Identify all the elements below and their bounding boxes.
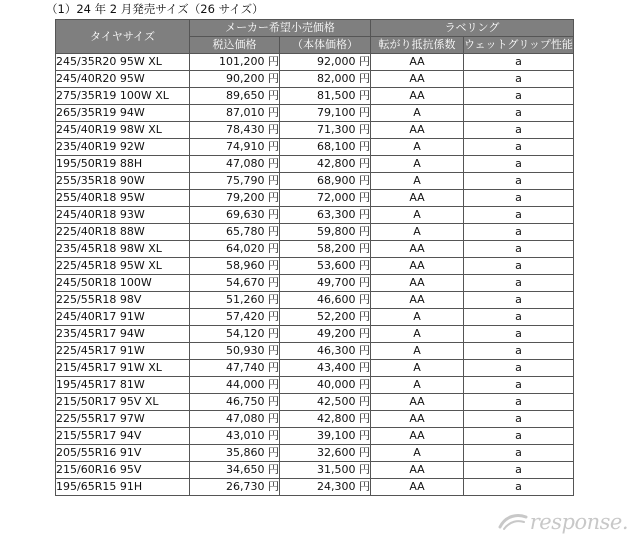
wet-grip-cell: a xyxy=(464,360,574,377)
rolling-resistance-cell: A xyxy=(371,377,464,394)
tire-size-cell: 235/45R17 94W xyxy=(56,326,190,343)
price-excl-tax-cell: 31,500 円 xyxy=(280,462,371,479)
price-incl-tax-cell: 79,200 円 xyxy=(190,190,280,207)
header-price-incl-tax: 税込価格 xyxy=(190,37,280,54)
wet-grip-cell: a xyxy=(464,207,574,224)
price-excl-tax-cell: 68,900 円 xyxy=(280,173,371,190)
wet-grip-cell: a xyxy=(464,428,574,445)
price-excl-tax-cell: 24,300 円 xyxy=(280,479,371,496)
wet-grip-cell: a xyxy=(464,343,574,360)
price-incl-tax-cell: 46,750 円 xyxy=(190,394,280,411)
wet-grip-cell: a xyxy=(464,173,574,190)
rolling-resistance-cell: AA xyxy=(371,88,464,105)
price-incl-tax-cell: 87,010 円 xyxy=(190,105,280,122)
rolling-resistance-cell: A xyxy=(371,360,464,377)
rolling-resistance-cell: A xyxy=(371,207,464,224)
wet-grip-cell: a xyxy=(464,377,574,394)
rolling-resistance-cell: A xyxy=(371,156,464,173)
rolling-resistance-cell: A xyxy=(371,224,464,241)
tire-size-cell: 195/45R17 81W xyxy=(56,377,190,394)
tire-size-cell: 215/50R17 95V XL xyxy=(56,394,190,411)
price-excl-tax-cell: 40,000 円 xyxy=(280,377,371,394)
table-row xyxy=(56,377,574,394)
price-excl-tax-cell: 59,800 円 xyxy=(280,224,371,241)
header-wet-grip: ウェットグリップ性能 xyxy=(464,37,574,54)
tire-size-cell: 245/40R17 91W xyxy=(56,309,190,326)
price-excl-tax-cell: 43,400 円 xyxy=(280,360,371,377)
rolling-resistance-cell: A xyxy=(371,343,464,360)
wet-grip-cell: a xyxy=(464,224,574,241)
tire-size-cell: 245/40R19 98W XL xyxy=(56,122,190,139)
price-incl-tax-cell: 89,650 円 xyxy=(190,88,280,105)
rolling-resistance-cell: AA xyxy=(371,275,464,292)
table-row xyxy=(56,411,574,428)
price-excl-tax-cell: 53,600 円 xyxy=(280,258,371,275)
tire-size-cell: 245/35R20 95W XL xyxy=(56,54,190,71)
price-excl-tax-cell: 63,300 円 xyxy=(280,207,371,224)
price-incl-tax-cell: 58,960 円 xyxy=(190,258,280,275)
table-row xyxy=(56,190,574,207)
wet-grip-cell: a xyxy=(464,139,574,156)
price-excl-tax-cell: 42,800 円 xyxy=(280,156,371,173)
wet-grip-cell: a xyxy=(464,122,574,139)
table-row xyxy=(56,292,574,309)
price-excl-tax-cell: 52,200 円 xyxy=(280,309,371,326)
tire-size-cell: 225/55R17 97W xyxy=(56,411,190,428)
tire-price-table xyxy=(55,19,574,496)
table-row xyxy=(56,122,574,139)
table-row xyxy=(56,241,574,258)
tire-size-cell: 225/40R18 88W xyxy=(56,224,190,241)
table-row xyxy=(56,71,574,88)
watermark-text: response. xyxy=(529,510,628,534)
table-body xyxy=(56,54,574,496)
table-row xyxy=(56,258,574,275)
rolling-resistance-cell: AA xyxy=(371,292,464,309)
price-incl-tax-cell: 54,120 円 xyxy=(190,326,280,343)
price-incl-tax-cell: 64,020 円 xyxy=(190,241,280,258)
table-row xyxy=(56,343,574,360)
price-incl-tax-cell: 57,420 円 xyxy=(190,309,280,326)
tire-size-cell: 255/40R18 95W xyxy=(56,190,190,207)
tire-size-cell: 225/55R18 98V xyxy=(56,292,190,309)
rolling-resistance-cell: AA xyxy=(371,428,464,445)
response-logo-icon xyxy=(498,513,528,531)
rolling-resistance-cell: A xyxy=(371,445,464,462)
price-excl-tax-cell: 32,600 円 xyxy=(280,445,371,462)
wet-grip-cell: a xyxy=(464,190,574,207)
tire-size-cell: 215/55R17 94V xyxy=(56,428,190,445)
rolling-resistance-cell: A xyxy=(371,173,464,190)
table-row xyxy=(56,462,574,479)
price-incl-tax-cell: 69,630 円 xyxy=(190,207,280,224)
wet-grip-cell: a xyxy=(464,275,574,292)
rolling-resistance-cell: AA xyxy=(371,258,464,275)
rolling-resistance-cell: A xyxy=(371,139,464,156)
price-incl-tax-cell: 35,860 円 xyxy=(190,445,280,462)
wet-grip-cell: a xyxy=(464,156,574,173)
header-tire-size: タイヤサイズ xyxy=(56,20,190,54)
table-row xyxy=(56,275,574,292)
price-excl-tax-cell: 68,100 円 xyxy=(280,139,371,156)
price-excl-tax-cell: 58,200 円 xyxy=(280,241,371,258)
price-excl-tax-cell: 92,000 円 xyxy=(280,54,371,71)
price-incl-tax-cell: 50,930 円 xyxy=(190,343,280,360)
tire-size-cell: 245/40R18 93W xyxy=(56,207,190,224)
price-incl-tax-cell: 54,670 円 xyxy=(190,275,280,292)
table-row xyxy=(56,88,574,105)
price-incl-tax-cell: 75,790 円 xyxy=(190,173,280,190)
price-incl-tax-cell: 47,080 円 xyxy=(190,156,280,173)
table-row xyxy=(56,360,574,377)
price-excl-tax-cell: 46,600 円 xyxy=(280,292,371,309)
rolling-resistance-cell: A xyxy=(371,105,464,122)
tire-size-cell: 215/45R17 91W XL xyxy=(56,360,190,377)
table-caption: （1）24 年 2 月発売サイズ（26 サイズ） xyxy=(46,2,264,16)
tire-size-cell: 235/40R19 92W xyxy=(56,139,190,156)
price-excl-tax-cell: 71,300 円 xyxy=(280,122,371,139)
table-row xyxy=(56,156,574,173)
price-excl-tax-cell: 79,100 円 xyxy=(280,105,371,122)
wet-grip-cell: a xyxy=(464,105,574,122)
rolling-resistance-cell: AA xyxy=(371,54,464,71)
table-row xyxy=(56,479,574,496)
table-row xyxy=(56,105,574,122)
wet-grip-cell: a xyxy=(464,445,574,462)
wet-grip-cell: a xyxy=(464,292,574,309)
price-excl-tax-cell: 49,200 円 xyxy=(280,326,371,343)
response-watermark xyxy=(498,510,628,534)
table-row xyxy=(56,54,574,71)
wet-grip-cell: a xyxy=(464,462,574,479)
price-incl-tax-cell: 34,650 円 xyxy=(190,462,280,479)
price-incl-tax-cell: 65,780 円 xyxy=(190,224,280,241)
price-excl-tax-cell: 72,000 円 xyxy=(280,190,371,207)
price-excl-tax-cell: 42,800 円 xyxy=(280,411,371,428)
header-rolling-resistance: 転がり抵抗係数 xyxy=(371,37,464,54)
tire-size-cell: 255/35R18 90W xyxy=(56,173,190,190)
rolling-resistance-cell: AA xyxy=(371,462,464,479)
price-excl-tax-cell: 82,000 円 xyxy=(280,71,371,88)
table-row xyxy=(56,326,574,343)
table-row xyxy=(56,207,574,224)
price-incl-tax-cell: 51,260 円 xyxy=(190,292,280,309)
tire-size-cell: 195/50R19 88H xyxy=(56,156,190,173)
wet-grip-cell: a xyxy=(464,71,574,88)
price-incl-tax-cell: 43,010 円 xyxy=(190,428,280,445)
rolling-resistance-cell: AA xyxy=(371,394,464,411)
rolling-resistance-cell: AA xyxy=(371,122,464,139)
header-labeling: ラベリング xyxy=(371,20,574,37)
rolling-resistance-cell: AA xyxy=(371,479,464,496)
table-row xyxy=(56,224,574,241)
wet-grip-cell: a xyxy=(464,326,574,343)
tire-size-cell: 225/45R18 95W XL xyxy=(56,258,190,275)
rolling-resistance-cell: A xyxy=(371,309,464,326)
rolling-resistance-cell: AA xyxy=(371,190,464,207)
wet-grip-cell: a xyxy=(464,411,574,428)
price-excl-tax-cell: 39,100 円 xyxy=(280,428,371,445)
price-incl-tax-cell: 78,430 円 xyxy=(190,122,280,139)
price-excl-tax-cell: 81,500 円 xyxy=(280,88,371,105)
table-row xyxy=(56,173,574,190)
table-row xyxy=(56,428,574,445)
wet-grip-cell: a xyxy=(464,241,574,258)
wet-grip-cell: a xyxy=(464,258,574,275)
price-incl-tax-cell: 26,730 円 xyxy=(190,479,280,496)
tire-size-cell: 245/50R18 100W xyxy=(56,275,190,292)
rolling-resistance-cell: AA xyxy=(371,71,464,88)
price-excl-tax-cell: 42,500 円 xyxy=(280,394,371,411)
price-incl-tax-cell: 90,200 円 xyxy=(190,71,280,88)
tire-size-cell: 275/35R19 100W XL xyxy=(56,88,190,105)
tire-size-cell: 195/65R15 91H xyxy=(56,479,190,496)
header-msrp: メーカー希望小売価格 xyxy=(190,20,371,37)
price-excl-tax-cell: 46,300 円 xyxy=(280,343,371,360)
table-row xyxy=(56,139,574,156)
price-incl-tax-cell: 47,740 円 xyxy=(190,360,280,377)
wet-grip-cell: a xyxy=(464,479,574,496)
tire-size-cell: 215/60R16 95V xyxy=(56,462,190,479)
tire-size-cell: 225/45R17 91W xyxy=(56,343,190,360)
price-incl-tax-cell: 101,200 円 xyxy=(190,54,280,71)
price-incl-tax-cell: 44,000 円 xyxy=(190,377,280,394)
table-row xyxy=(56,445,574,462)
wet-grip-cell: a xyxy=(464,309,574,326)
rolling-resistance-cell: A xyxy=(371,326,464,343)
wet-grip-cell: a xyxy=(464,54,574,71)
wet-grip-cell: a xyxy=(464,88,574,105)
table-row xyxy=(56,394,574,411)
tire-size-cell: 265/35R19 94W xyxy=(56,105,190,122)
tire-size-cell: 235/45R18 98W XL xyxy=(56,241,190,258)
price-incl-tax-cell: 74,910 円 xyxy=(190,139,280,156)
price-excl-tax-cell: 49,700 円 xyxy=(280,275,371,292)
price-incl-tax-cell: 47,080 円 xyxy=(190,411,280,428)
tire-size-cell: 205/55R16 91V xyxy=(56,445,190,462)
header-price-excl-tax: （本体価格） xyxy=(280,37,371,54)
wet-grip-cell: a xyxy=(464,394,574,411)
rolling-resistance-cell: AA xyxy=(371,241,464,258)
table-row xyxy=(56,309,574,326)
rolling-resistance-cell: AA xyxy=(371,411,464,428)
tire-size-cell: 245/40R20 95W xyxy=(56,71,190,88)
